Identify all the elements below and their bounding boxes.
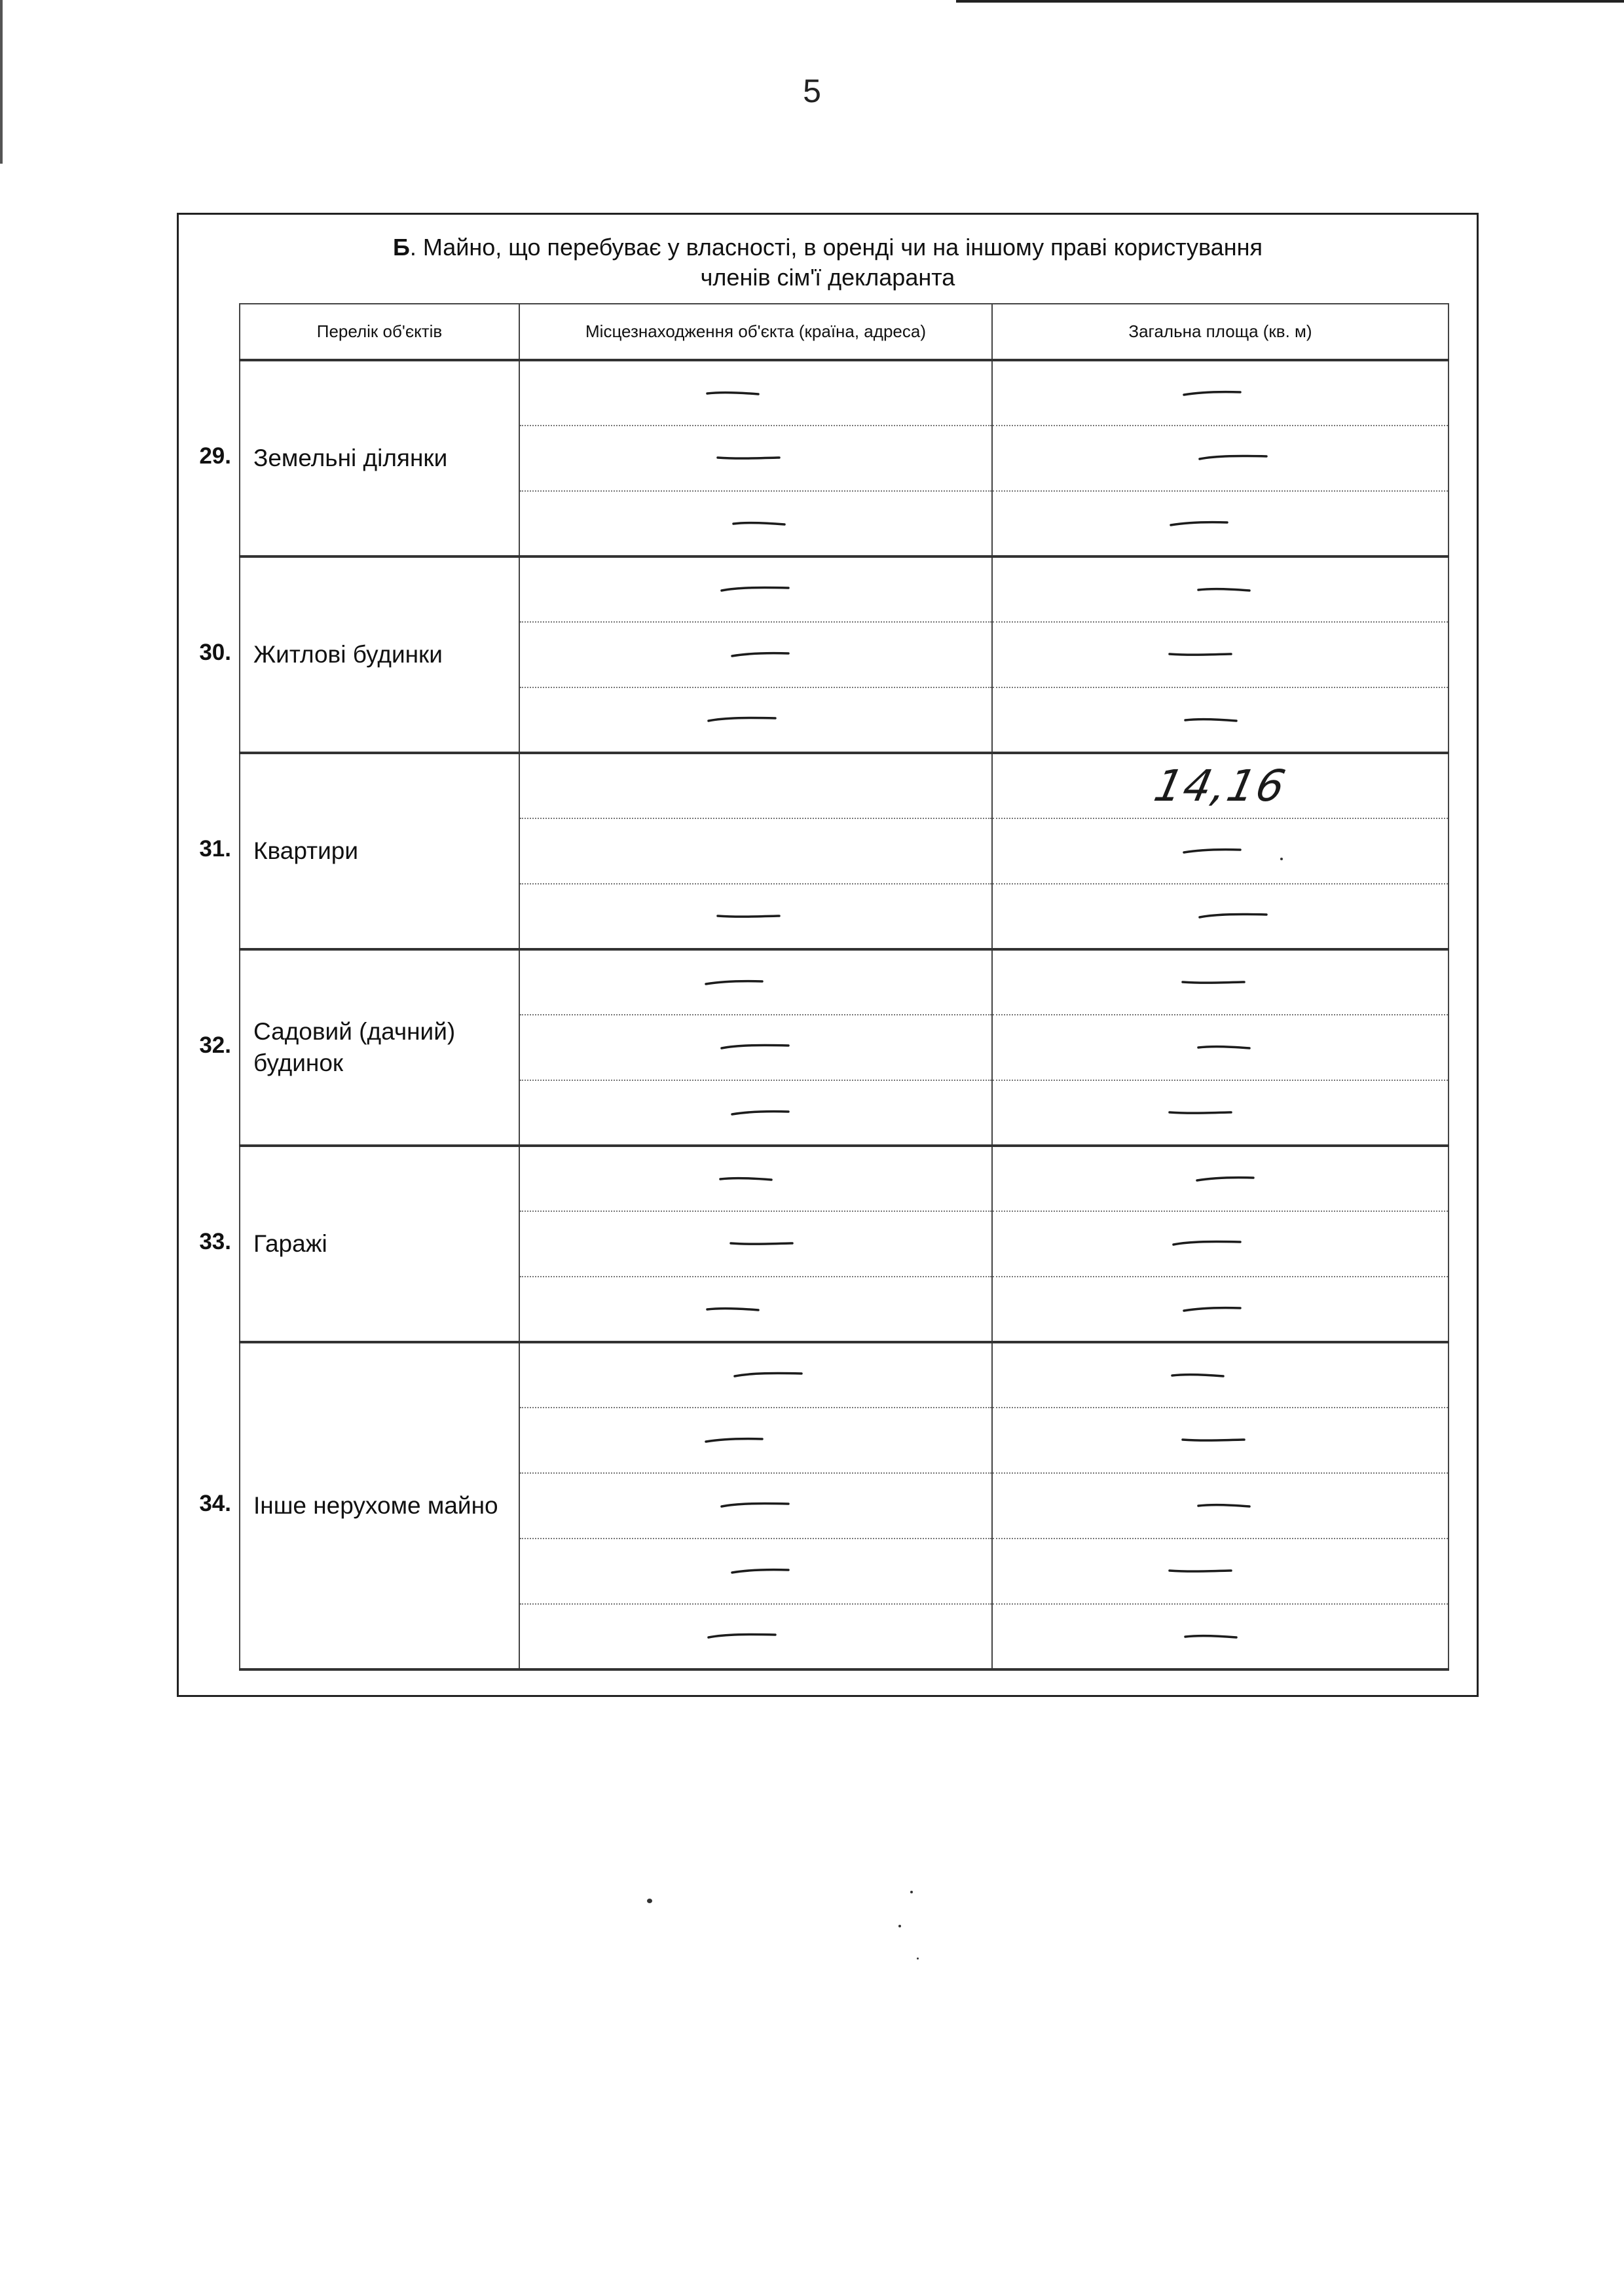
- row-label: Житлові будинки: [240, 556, 519, 753]
- page-number: 5: [803, 73, 821, 109]
- table-row: [240, 556, 1449, 622]
- handwritten-dash-icon: [716, 1173, 795, 1186]
- area-cell: [992, 1146, 1449, 1211]
- location-cell: [519, 687, 992, 753]
- row-label: Квартири: [240, 753, 519, 949]
- location-cell: [519, 949, 992, 1015]
- area-cell: [992, 818, 1449, 884]
- area-cell: [992, 1277, 1449, 1342]
- handwritten-dash-icon: [729, 648, 808, 661]
- handwritten-dash-icon: [1168, 1565, 1247, 1578]
- scan-edge-mark-top: [956, 0, 1624, 3]
- handwritten-dash-icon: [729, 1106, 808, 1120]
- table-row: [240, 949, 1449, 1015]
- location-cell: [519, 818, 992, 884]
- section-title: [179, 232, 1477, 293]
- section-title-line1: . Майно, що перебуває у власності, в оренді чи на іншому праві користування: [409, 234, 1263, 261]
- location-cell: [519, 1342, 992, 1408]
- row-label: Інше нерухоме майно: [240, 1342, 519, 1669]
- area-cell: [992, 360, 1449, 426]
- handwritten-dash-icon: [703, 1434, 782, 1447]
- handwritten-dash-icon: [703, 387, 782, 400]
- row-number: 31.: [199, 836, 231, 862]
- area-cell: [992, 1015, 1449, 1080]
- area-value: 14,16: [1149, 761, 1291, 811]
- location-cell: [519, 1146, 992, 1211]
- property-table: [239, 303, 1449, 1671]
- handwritten-dash-icon: [1181, 387, 1260, 400]
- table-body: [240, 360, 1449, 1669]
- area-cell: [992, 1342, 1449, 1408]
- handwritten-dash-icon: [729, 517, 808, 530]
- location-cell: [519, 622, 992, 687]
- handwritten-dash-icon: [1194, 910, 1273, 923]
- handwritten-dash-icon: [1168, 517, 1247, 530]
- handwritten-dash-icon: [716, 452, 795, 465]
- area-cell: [992, 1211, 1449, 1277]
- handwritten-dash-icon: [1181, 845, 1260, 858]
- row-label: Земельні ділянки: [240, 360, 519, 556]
- location-cell: [519, 360, 992, 426]
- area-cell: [992, 1408, 1449, 1473]
- area-cell: [992, 622, 1449, 687]
- handwritten-dash-icon: [729, 1565, 808, 1578]
- location-cell: [519, 1539, 992, 1604]
- area-cell: [992, 1080, 1449, 1146]
- header-area: Загальна площа (кв. м): [992, 304, 1449, 360]
- property-section-frame: [177, 213, 1479, 1697]
- location-cell: [519, 1473, 992, 1539]
- row-label: Садовий (дачний) будинок: [240, 949, 519, 1146]
- handwritten-dash-icon: [1181, 1434, 1260, 1447]
- scan-speck: [647, 1899, 652, 1903]
- row-label: Гаражі: [240, 1146, 519, 1342]
- area-cell: [992, 753, 1449, 818]
- table-row: [240, 1342, 1449, 1408]
- area-cell: [992, 884, 1449, 949]
- location-cell: [519, 753, 992, 818]
- handwritten-dash-icon: [1194, 583, 1273, 596]
- row-number: 30.: [199, 640, 231, 665]
- handwritten-dash-icon: [1194, 1499, 1273, 1512]
- area-cell: [992, 687, 1449, 753]
- location-cell: [519, 491, 992, 556]
- table-row: [240, 360, 1449, 426]
- location-cell: [519, 1604, 992, 1669]
- handwritten-dash-icon: [716, 1041, 795, 1054]
- scan-speck: [910, 1891, 913, 1893]
- section-letter: Б: [392, 234, 410, 261]
- row-number: 33.: [199, 1229, 231, 1254]
- handwritten-dash-icon: [1181, 714, 1260, 727]
- location-cell: [519, 1211, 992, 1277]
- scan-speck: [917, 1958, 919, 1959]
- location-cell: [519, 1277, 992, 1342]
- area-cell: [992, 426, 1449, 491]
- handwritten-dash-icon: [716, 583, 795, 596]
- handwritten-dash-icon: [1194, 452, 1273, 465]
- handwritten-dash-icon: [703, 1630, 782, 1643]
- handwritten-dash-icon: [1168, 1237, 1247, 1250]
- handwritten-dash-icon: [729, 1237, 808, 1250]
- handwritten-dash-icon: [1168, 1106, 1247, 1120]
- handwritten-dash-icon: [703, 1303, 782, 1316]
- area-cell: [992, 949, 1449, 1015]
- row-number: 29.: [199, 443, 231, 469]
- handwritten-dash-icon: [716, 1499, 795, 1512]
- handwritten-dash-icon: [1181, 1630, 1260, 1643]
- handwritten-dash-icon: [703, 976, 782, 989]
- scan-speck: [898, 1925, 901, 1927]
- handwritten-dash-icon: [1181, 976, 1260, 989]
- area-cell: [992, 556, 1449, 622]
- handwritten-dash-icon: [729, 1369, 808, 1382]
- table-row: [240, 753, 1449, 818]
- location-cell: [519, 884, 992, 949]
- handwritten-dash-icon: [703, 714, 782, 727]
- header-objects: Перелік об'єктів: [240, 304, 519, 360]
- area-cell: [992, 491, 1449, 556]
- section-title-line2: членів сім'ї декларанта: [700, 264, 955, 291]
- location-cell: [519, 1015, 992, 1080]
- location-cell: [519, 426, 992, 491]
- handwritten-dash-icon: [1194, 1173, 1273, 1186]
- handwritten-dash-icon: [716, 910, 795, 923]
- header-location: Місцезнаходження об'єкта (країна, адреса): [519, 304, 992, 360]
- handwritten-dash-icon: [1194, 1041, 1273, 1054]
- handwritten-dash-icon: [1168, 1369, 1247, 1382]
- area-cell: [992, 1604, 1449, 1669]
- handwritten-dash-icon: [1168, 648, 1247, 661]
- location-cell: [519, 1080, 992, 1146]
- handwritten-dash-icon: [1181, 1303, 1260, 1316]
- location-cell: [519, 556, 992, 622]
- table-row: [240, 1146, 1449, 1211]
- area-cell: [992, 1473, 1449, 1539]
- location-cell: [519, 1408, 992, 1473]
- row-number: 32.: [199, 1032, 231, 1058]
- row-number: 34.: [199, 1491, 231, 1516]
- scan-speck: [1280, 858, 1283, 860]
- area-cell: [992, 1539, 1449, 1604]
